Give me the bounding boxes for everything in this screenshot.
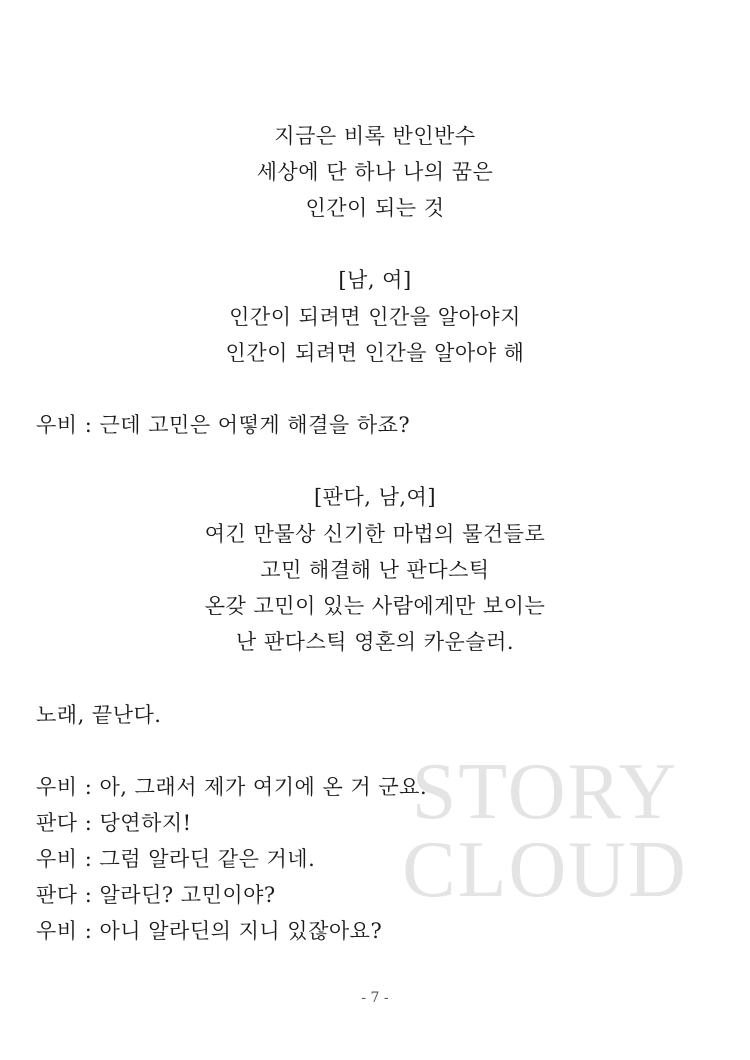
dialogue-line: 우비 : 근데 고민은 어떻게 해결을 하죠? — [36, 413, 411, 437]
lyric-line: 고민 해결해 난 판다스틱 — [260, 558, 490, 582]
dialogue-line: 우비 : 아, 그래서 제가 여기에 온 거 군요. — [36, 775, 428, 799]
lyric-line: 지금은 비록 반인반수 — [274, 124, 476, 148]
lyric-line: 여긴 만물상 신기한 마법의 물건들로 — [204, 522, 546, 546]
lyric-line: 인간이 되려면 인간을 알아야지 — [229, 305, 521, 329]
lyric-line: 온갖 고민이 있는 사람에게만 보이는 — [204, 594, 546, 618]
lyric-line: 인간이 되려면 인간을 알아야 해 — [225, 341, 525, 365]
watermark-line-2: CLOUD — [402, 826, 688, 914]
dialogue-line: 판다 : 당연하지! — [36, 811, 192, 835]
lyric-line: 인간이 되는 것 — [305, 196, 445, 220]
lyric-line: 세상에 단 하나 나의 꿈은 — [256, 160, 494, 184]
page-number: - 7 - — [361, 990, 389, 1006]
singers-label: [판다, 남,여] — [313, 485, 437, 509]
watermark-line-1: STORY — [411, 748, 679, 836]
lyric-line: 난 판다스틱 영혼의 카운슬러. — [235, 630, 515, 654]
dialogue-line: 판다 : 알라딘? 고민이야? — [36, 883, 276, 907]
stage-direction: 노래, 끝난다. — [36, 703, 162, 727]
dialogue-line: 우비 : 아니 알라딘의 지니 있잖아요? — [36, 919, 383, 943]
singers-label: [남, 여] — [338, 268, 412, 292]
dialogue-line: 우비 : 그럼 알라딘 같은 거네. — [36, 847, 316, 871]
